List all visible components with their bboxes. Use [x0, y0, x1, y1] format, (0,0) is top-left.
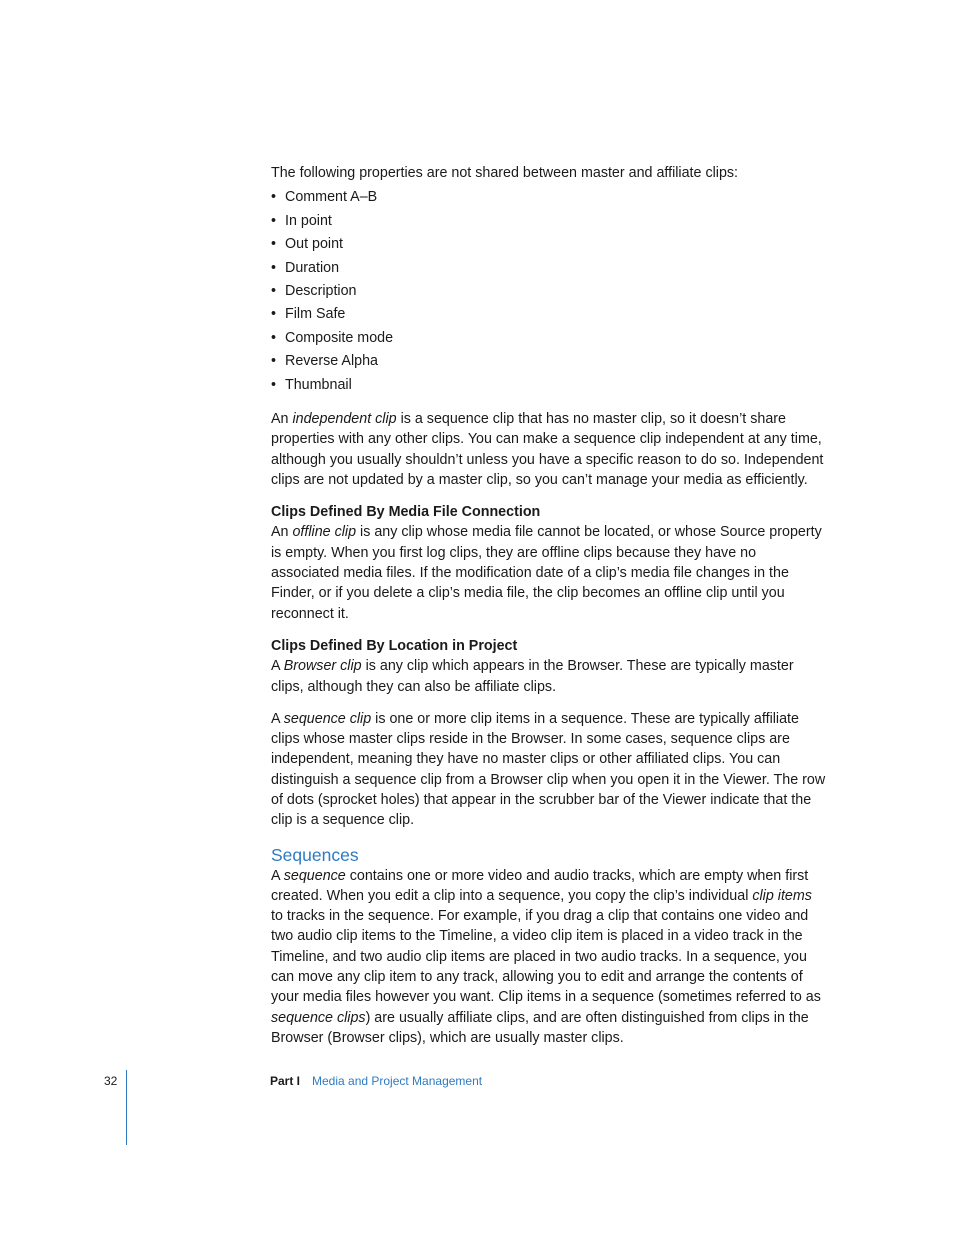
- part-label: Part I: [270, 1074, 301, 1088]
- list-item: • Composite mode: [271, 327, 827, 350]
- list-item: • Description: [271, 280, 827, 303]
- bullet-icon: •: [271, 353, 277, 370]
- list-item: • Reverse Alpha: [271, 350, 827, 373]
- term: sequence clip: [283, 710, 372, 727]
- independent-clip-paragraph: An independent clip is a sequence clip that has no master clip, so it doesn’t share properties with any other clips. You can make a sequence clip independent at any time, although you usually shouldn’t unless you have a specific reason to do so. Independent clips are not updated by a master clip, so you can’t manage your media as efficiently.: [271, 410, 824, 488]
- list-item: • Out point: [271, 233, 827, 256]
- list-item: • Duration: [271, 257, 827, 280]
- term: sequence: [283, 867, 346, 884]
- bullet-icon: •: [271, 189, 277, 206]
- bullet-icon: •: [271, 306, 277, 323]
- bullet-icon: •: [271, 329, 277, 346]
- sequences-paragraph: A sequence contains one or more video and audio tracks, which are empty when first created. When you edit a clip into a sequence, you copy the clip’s individual clip items to tracks in the sequence. For example, if you drag a clip that contains one video and two audio clip items to the Timeline, a video clip item is placed in a video track in the Timeline, and two audio clip items are placed in two audio tracks. In a sequence, you can move any clip item to any track, allowing you to edit and arrange the contents of your media files however you want. Clip items in a sequence (sometimes referred to as sequence clips) are usually affiliate clips, and are often distinguished from clips in the Browser (Browser clips), which are usually master clips.: [271, 867, 821, 1046]
- part-title: Media and Project Management: [312, 1074, 483, 1088]
- list-item: • Film Safe: [271, 303, 827, 326]
- term: clip items: [752, 887, 812, 904]
- bullet-icon: •: [271, 282, 277, 299]
- bullet-icon: •: [271, 236, 277, 253]
- list-item: • In point: [271, 210, 827, 233]
- sequence-clip-paragraph: A sequence clip is one or more clip items in a sequence. These are typically affiliate clips whose master clips reside in the Browser. In some cases, sequence clips are independent, meaning they have no master clips or other affiliated clips. You can distinguish a sequence clip from a Browser clip when you open it in the Viewer. The row of dots (sprocket holes) that appear in the scrubber bar of the Viewer indicate that the clip is a sequence clip.: [271, 710, 826, 829]
- page-body: [271, 163, 827, 1048]
- term: Browser clip: [283, 658, 362, 675]
- bullet-icon: •: [271, 376, 277, 393]
- list-item: • Comment A–B: [271, 186, 827, 209]
- media-file-heading: Clips Defined By Media File Connection: [271, 504, 541, 521]
- term: sequence clips: [271, 1009, 366, 1026]
- page-footer: [0, 1072, 954, 1092]
- browser-clip-paragraph: A Browser clip is any clip which appears in the Browser. These are typically master clips, although they can also be affiliate clips.: [271, 658, 794, 695]
- bullet-icon: •: [271, 259, 277, 276]
- intro-paragraph: The following properties are not shared between master and affiliate clips:: [271, 165, 739, 181]
- property-list: [271, 186, 827, 397]
- offline-clip-paragraph: An offline clip is any clip whose media file cannot be located, or whose Source property is empty. When you first log clips, they are offline clips because they have no associated media files. If the modification date of a clip’s media file changes in the Finder, or if you delete a clip’s media file, the clip becomes an offline clip until you reconnect it.: [271, 524, 822, 622]
- term: offline clip: [292, 524, 357, 541]
- page-number: 32: [104, 1074, 118, 1088]
- location-heading: Clips Defined By Location in Project: [271, 637, 518, 654]
- sequences-heading: Sequences: [271, 844, 359, 865]
- term: independent clip: [292, 410, 397, 427]
- list-item: • Thumbnail: [271, 374, 827, 397]
- bullet-icon: •: [271, 212, 277, 229]
